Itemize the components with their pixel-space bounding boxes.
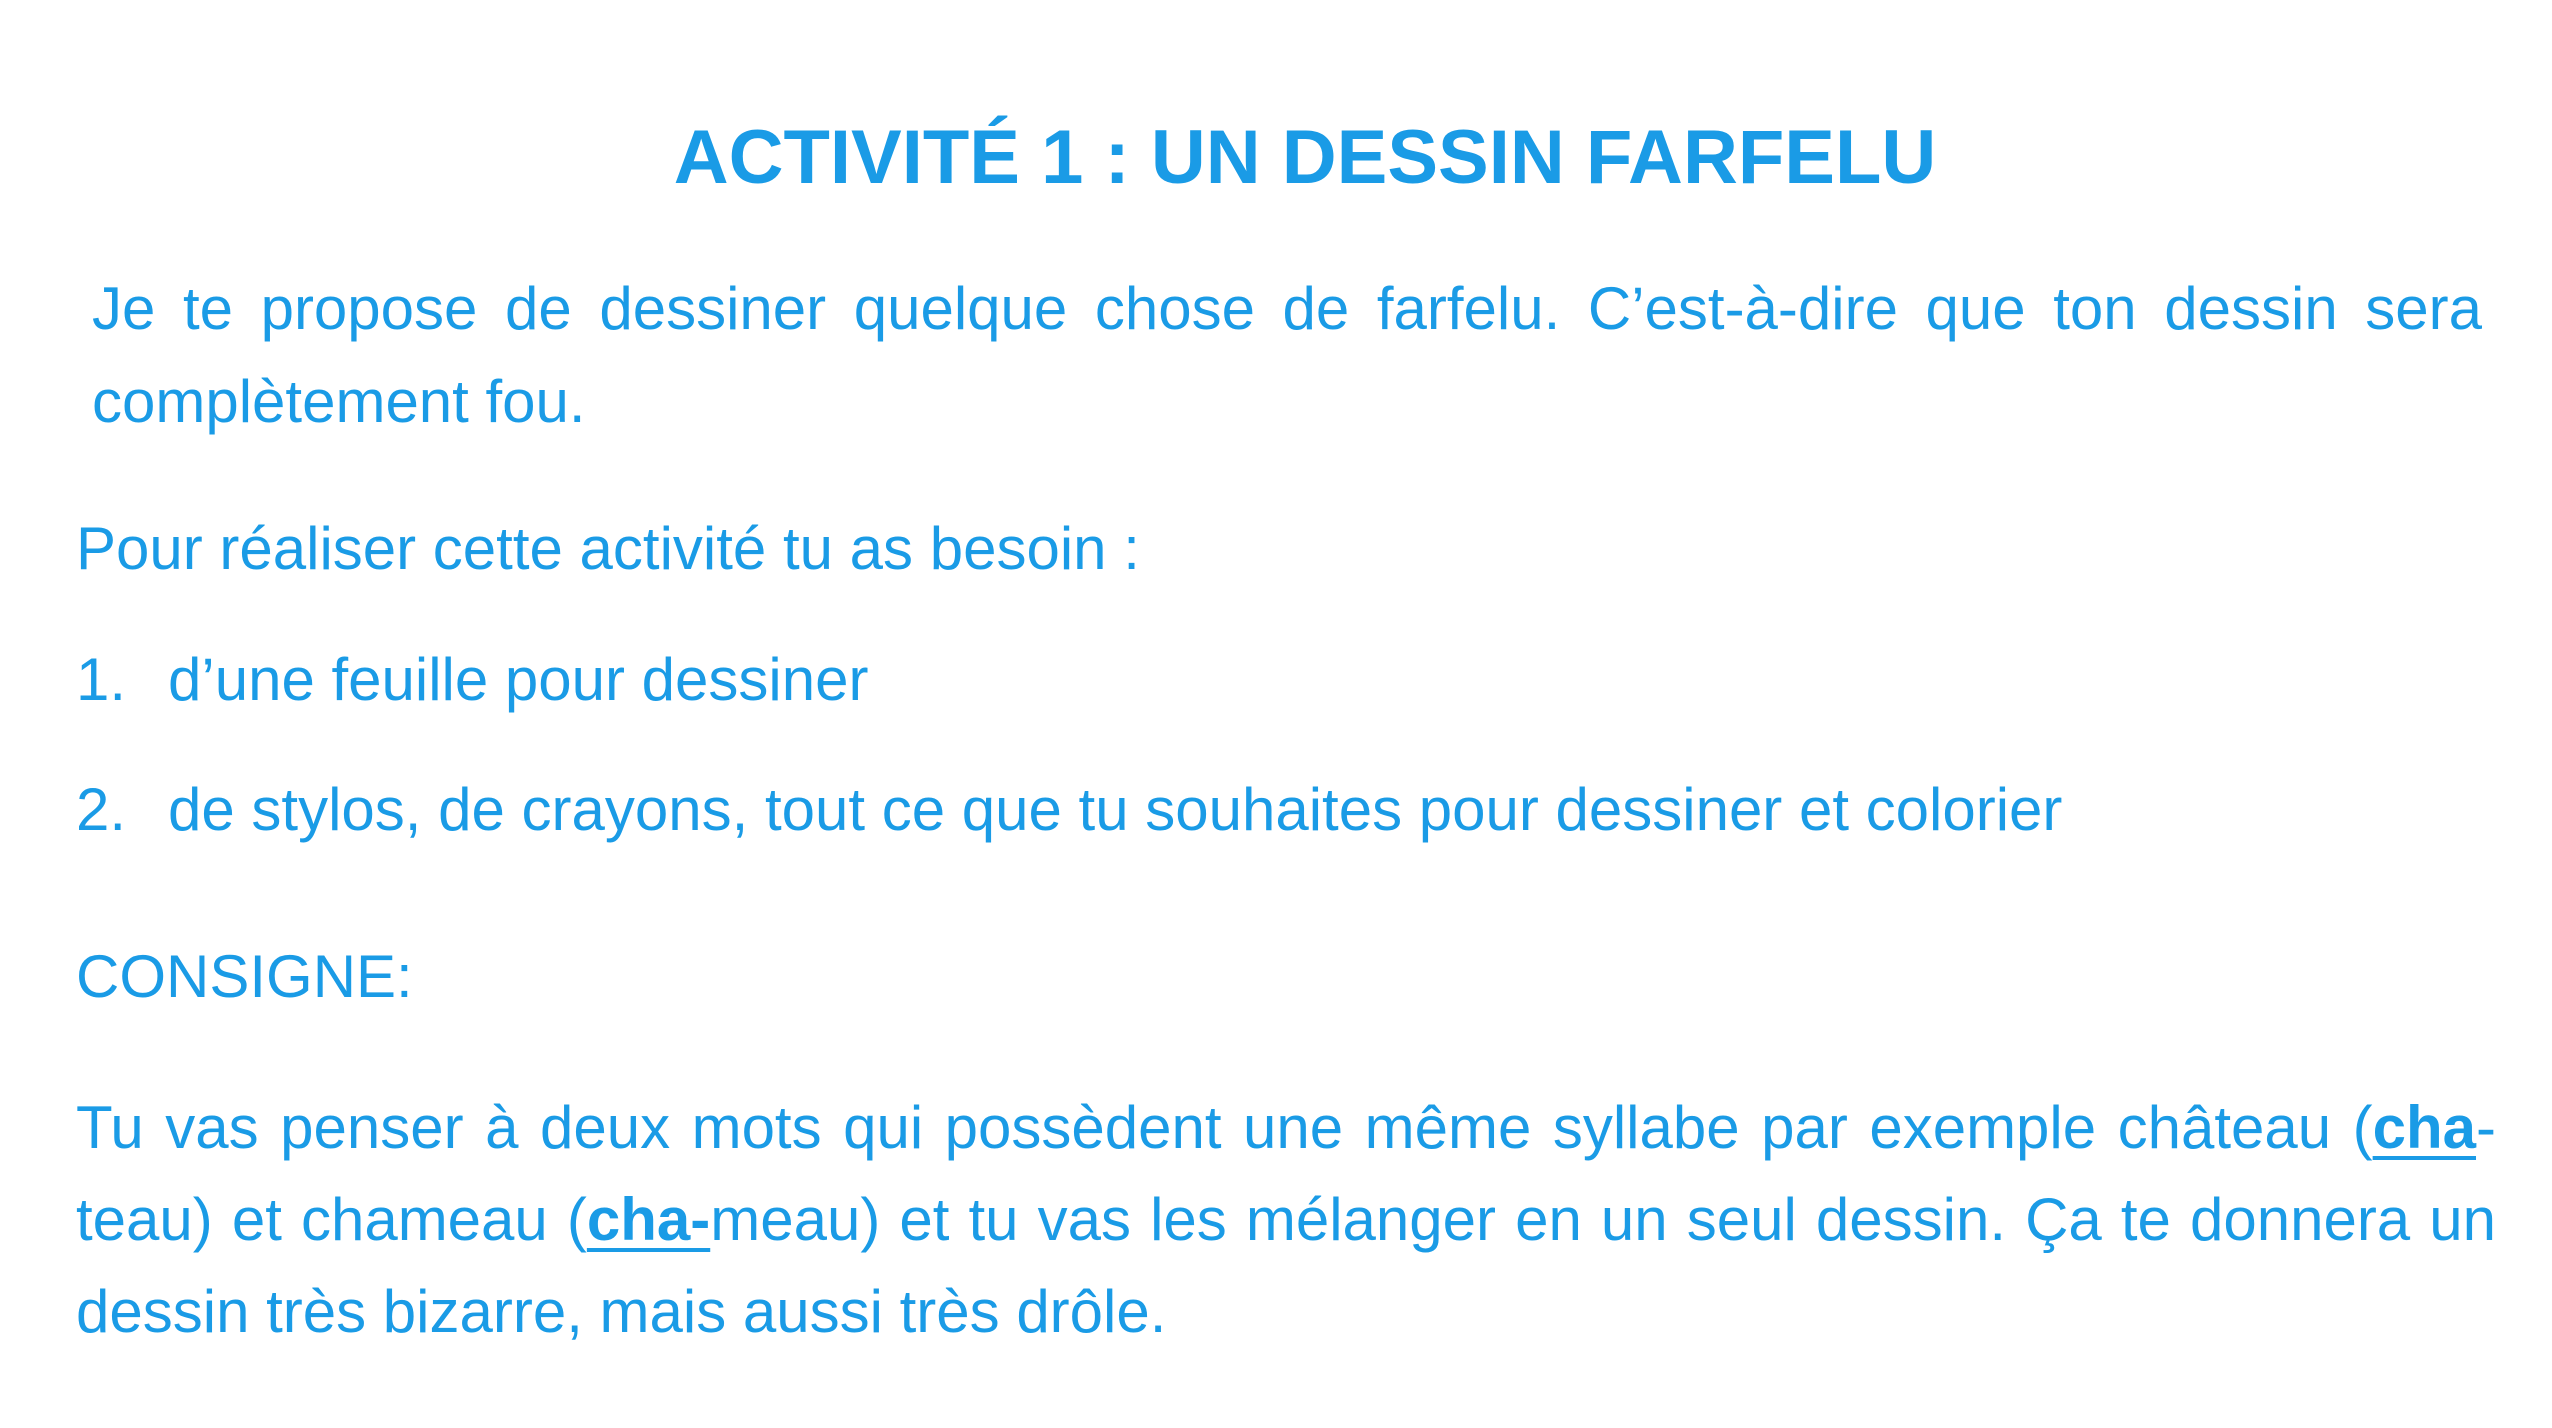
consigne-heading: CONSIGNE: [76,943,413,1010]
instruction-text-part3: meau) et tu vas les mélanger en un seul dessin. Ça te donnera un dessin très bizarre, mais aussi très drôle. [76,1186,2496,1345]
instruction-paragraph [76,1082,2496,1358]
list-item [76,770,2062,850]
syllable-highlight-1: cha [2372,1094,2477,1161]
list-item-number: 1. [76,646,127,713]
intro-paragraph: Je te propose de dessiner quelque chose de farfelu. C’est-à-dire que ton dessin sera complètement fou. [92,275,2482,435]
list-item-text: d’une feuille pour dessiner [168,646,869,713]
instruction-text-part1: Tu vas penser à deux mots qui possèdent une même syllabe par exemple château ( [76,1094,2373,1161]
list-item [76,640,2062,720]
instruction-text-part2: -teau) et chameau ( [76,1094,2496,1253]
activity-title: ACTIVITÉ 1 : UN DESSIN FARFELU [673,115,1937,200]
needs-list [76,640,2062,900]
syllable-highlight-2: cha- [586,1186,711,1253]
list-item-number: 2. [76,776,127,843]
list-item-text: de stylos, de crayons, tout ce que tu souhaites pour dessiner et colorier [168,776,2063,843]
needs-label: Pour réaliser cette activité tu as besoin : [76,515,1140,582]
